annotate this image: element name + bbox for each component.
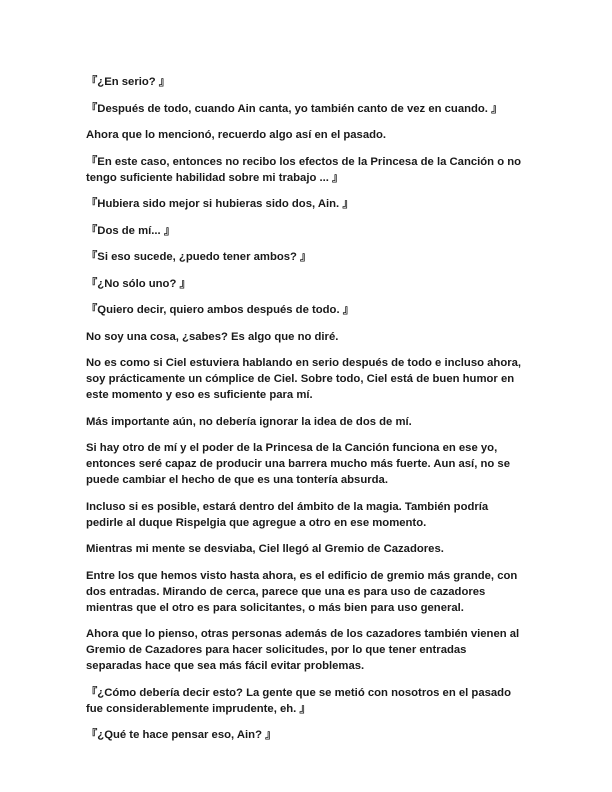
paragraph: Ahora que lo pienso, otras personas además de los cazadores también vienen al Gremio de Cazadores para hacer solicitudes, por lo que tener entradas separadas hace que sea más fácil evitar problemas. — [86, 628, 520, 672]
paragraph: Mientras mi mente se desviaba, Ciel llegó al Gremio de Cazadores. — [86, 543, 444, 555]
paragraph: 『Después de todo, cuando Ain canta, yo también canto de vez en cuando. 』 — [86, 102, 503, 115]
paragraph: Entre los que hemos visto hasta ahora, es el edificio de gremio más grande, con dos entradas. Mirando de cerca, parece que una es para uso de cazadores mientras que el otro es para solicitantes, o más bien para uso general. — [86, 569, 518, 614]
paragraph: 『¿Qué te hace pensar eso, Ain? 』 — [86, 729, 277, 741]
document-body — [86, 74, 522, 754]
paragraph: Incluso si es posible, estará dentro del ámbito de la magia. También podría pedirle al duque Rispelgia que agregue a otro en ese momento. — [86, 500, 489, 529]
paragraph: 『Hubiera sido mejor si hubieras sido dos, Ain. 』 — [86, 198, 354, 210]
paragraph: 『Si eso sucede, ¿puedo tener ambos? 』 — [86, 251, 312, 263]
paragraph: Ahora que lo mencionó, recuerdo algo así en el pasado. — [86, 129, 387, 141]
paragraph: 『Quiero decir, quiero ambos después de todo. 』 — [86, 304, 355, 316]
paragraph: 『Dos de mí... 』 — [86, 224, 176, 237]
paragraph: No soy una cosa, ¿sabes? Es algo que no diré. — [86, 330, 339, 343]
paragraph: 『En este caso, entonces no recibo los efectos de la Princesa de la Canción o no tengo suficiente habilidad sobre mi trabajo ... 』 — [86, 155, 522, 184]
paragraph: 『¿Cómo debería decir esto? La gente que se metió con nosotros en el pasado fue considerablemente imprudente, eh. 』 — [86, 686, 511, 715]
paragraph: 『¿En serio? 』 — [86, 76, 171, 88]
paragraph: Más importante aún, no debería ignorar la idea de dos de mí. — [86, 415, 412, 428]
paragraph: No es como si Ciel estuviera hablando en serio después de todo e incluso ahora, soy prácticamente un cómplice de Ciel. Sobre todo, Ciel está de buen humor en este momento y eso es suficiente para mí. — [86, 357, 522, 401]
paragraph: Si hay otro de mí y el poder de la Princesa de la Canción funciona en ese yo, entonces seré capaz de producir una barrera mucho más fuerte. Aun así, no se puede cambiar el hecho de que es una tontería absurda. — [86, 442, 510, 486]
paragraph: 『¿No sólo uno? 』 — [86, 277, 191, 290]
